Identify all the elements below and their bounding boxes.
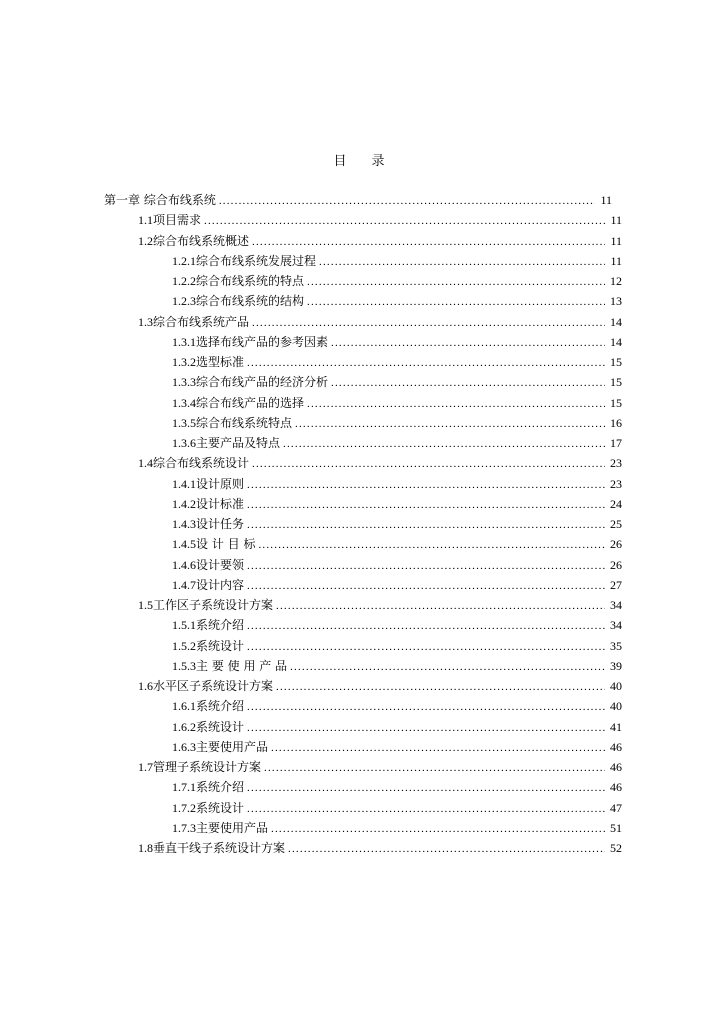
toc-entry-number: 1.6.2 — [172, 719, 196, 734]
toc-entry-number: 1.5.3 — [172, 658, 196, 673]
toc-entry-title: 选择布线产品的参考因素 — [196, 334, 329, 349]
toc-entry-number: 1.6 — [138, 679, 153, 693]
toc-entry-page: 25 — [610, 517, 622, 531]
toc-entry-number: 1.4 — [138, 456, 153, 471]
toc-leader-dots — [247, 616, 605, 636]
toc-entry-title: 系统介绍 — [196, 618, 245, 633]
toc-entry-page: 46 — [610, 739, 622, 754]
toc-entry-page: 11 — [610, 233, 622, 248]
toc-entry[interactable] — [138, 757, 622, 777]
toc-entry-page: 14 — [610, 314, 622, 329]
toc-entry[interactable] — [172, 514, 622, 534]
toc-entry-title: 系统介绍 — [196, 780, 245, 795]
toc-entry[interactable] — [172, 494, 622, 514]
toc-entry-title: 系统介绍 — [196, 699, 245, 714]
toc-entry-title: 水平区子系统设计方案 — [153, 679, 274, 693]
toc-entry-number: 1.3.3 — [172, 375, 196, 390]
toc-entry-title: 设 计 目 标 — [196, 537, 256, 552]
toc-entry-number: 1.2.1 — [172, 253, 196, 268]
toc-entry-title: 系统设计 — [196, 638, 245, 653]
toc-entry-page: 35 — [610, 638, 622, 653]
toc-entry-page: 26 — [610, 557, 622, 572]
toc-entry[interactable] — [138, 231, 622, 251]
toc-entry-number: 1.4.5 — [172, 537, 196, 552]
toc-entry-title: 综合布线系统产品 — [153, 314, 250, 329]
toc-entry[interactable] — [172, 251, 622, 271]
toc-entry-page: 23 — [610, 476, 622, 491]
toc-entry-number: 1.3.1 — [172, 334, 196, 349]
toc-entry-number: 1.6.3 — [172, 739, 196, 754]
toc-entry-number: 1.6.1 — [172, 699, 196, 714]
toc-entry-title: 设计任务 — [196, 517, 245, 531]
toc-entry-title: 工作区子系统设计方案 — [153, 598, 274, 612]
toc-entry[interactable] — [172, 717, 622, 737]
toc-entry-number: 1.4.2 — [172, 496, 196, 511]
toc-entry[interactable] — [138, 312, 622, 332]
toc-entry[interactable] — [138, 595, 622, 615]
toc-entry-page: 23 — [610, 456, 622, 471]
toc-entry-page: 40 — [610, 699, 622, 714]
toc-leader-dots — [276, 596, 605, 616]
toc-entry-title: 主 要 使 用 产 品 — [196, 658, 288, 673]
toc-leader-dots — [204, 211, 605, 231]
toc-entry-number: 1.4.1 — [172, 476, 196, 491]
toc-entry-page: 27 — [610, 577, 622, 592]
toc-entry-number: 1.5 — [138, 598, 153, 612]
toc-entry-title: 综合布线产品的选择 — [196, 395, 305, 410]
toc-entry-page: 16 — [610, 415, 622, 430]
toc-entry-title: 综合布线系统的特点 — [196, 274, 305, 288]
toc-entry-number: 1.7.2 — [172, 800, 196, 815]
toc-entry-page: 34 — [610, 598, 622, 612]
toc-entry[interactable] — [172, 777, 622, 797]
toc-entry-page: 15 — [610, 395, 622, 410]
toc-entry[interactable] — [172, 555, 622, 575]
toc-entry-number: 1.7.3 — [172, 820, 196, 835]
page-title: 目 录 — [333, 154, 391, 169]
toc-entry-title: 管理子系统设计方案 — [153, 760, 262, 774]
toc-entry[interactable] — [172, 413, 622, 433]
toc-leader-dots — [319, 252, 605, 272]
toc-entry-page: 15 — [610, 375, 622, 390]
toc-entry-number: 1.3.5 — [172, 415, 196, 430]
toc-leader-dots — [307, 394, 605, 414]
toc-entry[interactable] — [138, 453, 622, 473]
toc-entry-number: 1.1 — [138, 213, 153, 228]
toc-entry-title: 设计要领 — [196, 557, 245, 572]
toc-entry[interactable] — [172, 393, 622, 413]
toc-leader-dots — [290, 657, 605, 677]
toc-leader-dots — [271, 738, 605, 758]
toc-entry-title: 系统设计 — [196, 800, 245, 815]
toc-entry-page: 17 — [610, 436, 622, 450]
toc-entry-title: 设计原则 — [196, 476, 245, 491]
toc-entry-title: 主要使用产品 — [196, 820, 269, 835]
toc-leader-dots — [252, 232, 605, 252]
toc-leader-dots — [247, 778, 605, 798]
toc-entry-number: 1.3.2 — [172, 355, 196, 369]
toc-entry-page: 11 — [600, 193, 612, 207]
toc-leader-dots — [258, 535, 605, 555]
toc-entry-number: 1.8 — [138, 841, 153, 855]
toc-entry-page: 46 — [610, 780, 622, 795]
toc-leader-dots — [264, 758, 605, 778]
toc-leader-dots — [247, 799, 605, 819]
toc-entry-page: 26 — [610, 537, 622, 552]
toc-leader-dots — [295, 414, 605, 434]
toc-entry-number: 1.4.7 — [172, 577, 196, 592]
toc-leader-dots — [219, 191, 595, 211]
toc-entry-page: 40 — [610, 679, 622, 693]
toc-entry-number: 1.3.6 — [172, 436, 196, 450]
toc-leader-dots — [252, 454, 605, 474]
toc-leader-dots — [252, 313, 605, 333]
toc-entry-title: 综合布线系统特点 — [196, 415, 293, 430]
toc-leader-dots — [331, 373, 605, 393]
toc-entry-title: 设计标准 — [196, 496, 245, 511]
toc-leader-dots — [247, 353, 605, 373]
toc-entry[interactable] — [172, 534, 622, 554]
toc-entry-number: 1.2.2 — [172, 274, 196, 288]
toc-leader-dots — [276, 677, 605, 697]
toc-leader-dots — [247, 556, 605, 576]
toc-entry[interactable] — [172, 737, 622, 757]
toc-entry-page: 34 — [610, 618, 622, 633]
toc-entry-title: 主要产品及特点 — [196, 436, 281, 450]
toc-entry-number: 1.3.4 — [172, 395, 196, 410]
toc-leader-dots — [307, 272, 605, 292]
toc-entry-page: 47 — [610, 800, 622, 815]
toc-entry-number: 1.4.3 — [172, 517, 196, 531]
toc-entry-title: 综合布线产品的经济分析 — [196, 375, 329, 390]
toc-entry-title: 选型标准 — [196, 355, 245, 369]
toc-entry-page: 46 — [610, 760, 622, 774]
toc-leader-dots — [331, 333, 605, 353]
toc-entry-title: 系统设计 — [196, 719, 245, 734]
toc-leader-dots — [283, 434, 605, 454]
toc-entry-title: 第一章 综合布线系统 — [104, 193, 216, 207]
toc-entry-page: 41 — [610, 719, 622, 734]
toc-entry[interactable] — [172, 474, 622, 494]
toc-entry[interactable] — [172, 271, 622, 291]
toc-leader-dots — [247, 576, 605, 596]
toc-entry[interactable] — [172, 291, 622, 311]
toc-entry-title: 综合布线系统概述 — [153, 233, 250, 248]
toc-entry[interactable] — [172, 433, 622, 453]
toc-entry-number: 1.7 — [138, 760, 153, 774]
toc-entry-title: 主要使用产品 — [196, 739, 269, 754]
toc-entry-title: 垂直干线子系统设计方案 — [153, 841, 286, 855]
toc-entry-number: 1.7.1 — [172, 780, 196, 795]
toc-entry-page: 39 — [610, 658, 622, 673]
toc-entry[interactable] — [104, 190, 612, 210]
toc-entry[interactable] — [172, 332, 622, 352]
toc-entry-title: 综合布线系统发展过程 — [196, 253, 317, 268]
toc-entry-page: 11 — [610, 253, 622, 268]
toc-entry-title: 综合布线系统的结构 — [196, 294, 305, 309]
toc-entry[interactable] — [138, 676, 622, 696]
toc-entry-number: 1.2.3 — [172, 294, 196, 309]
toc-entry-number: 1.2 — [138, 233, 153, 248]
toc-entry-page: 14 — [610, 334, 622, 349]
toc-entry-title: 项目需求 — [153, 213, 202, 228]
toc-entry-page: 51 — [610, 820, 622, 835]
toc-entry-page: 13 — [610, 294, 622, 309]
toc-entry[interactable] — [138, 210, 622, 230]
toc-leader-dots — [247, 697, 605, 717]
toc-leader-dots — [247, 495, 605, 515]
toc-entry[interactable] — [172, 372, 622, 392]
toc-leader-dots — [307, 292, 605, 312]
toc-entry-number: 1.5.2 — [172, 638, 196, 653]
toc-entry[interactable] — [172, 352, 622, 372]
toc-entry[interactable] — [138, 838, 622, 858]
toc-leader-dots — [247, 515, 605, 535]
toc-entry-number: 1.3 — [138, 314, 153, 329]
toc-entry[interactable] — [172, 696, 622, 716]
toc-entry-title: 设计内容 — [196, 577, 245, 592]
toc-entry[interactable] — [172, 636, 622, 656]
toc-entry-number: 1.5.1 — [172, 618, 196, 633]
toc-entry[interactable] — [172, 798, 622, 818]
toc-leader-dots — [288, 839, 605, 859]
toc-entry-number: 1.4.6 — [172, 557, 196, 572]
toc-entry-page: 52 — [610, 841, 622, 855]
toc-leader-dots — [247, 475, 605, 495]
toc-entry[interactable] — [172, 818, 622, 838]
toc-leader-dots — [247, 637, 605, 657]
toc-entry-page: 12 — [610, 274, 622, 288]
toc-entry[interactable] — [172, 615, 622, 635]
toc-entry[interactable] — [172, 656, 622, 676]
toc-leader-dots — [271, 819, 605, 839]
toc-entry-page: 11 — [610, 213, 622, 228]
toc-entry-title: 综合布线系统设计 — [153, 456, 250, 471]
toc-entry[interactable] — [172, 575, 622, 595]
toc-entry-page: 15 — [610, 355, 622, 369]
toc-leader-dots — [247, 718, 605, 738]
toc-entry-page: 24 — [610, 496, 622, 511]
